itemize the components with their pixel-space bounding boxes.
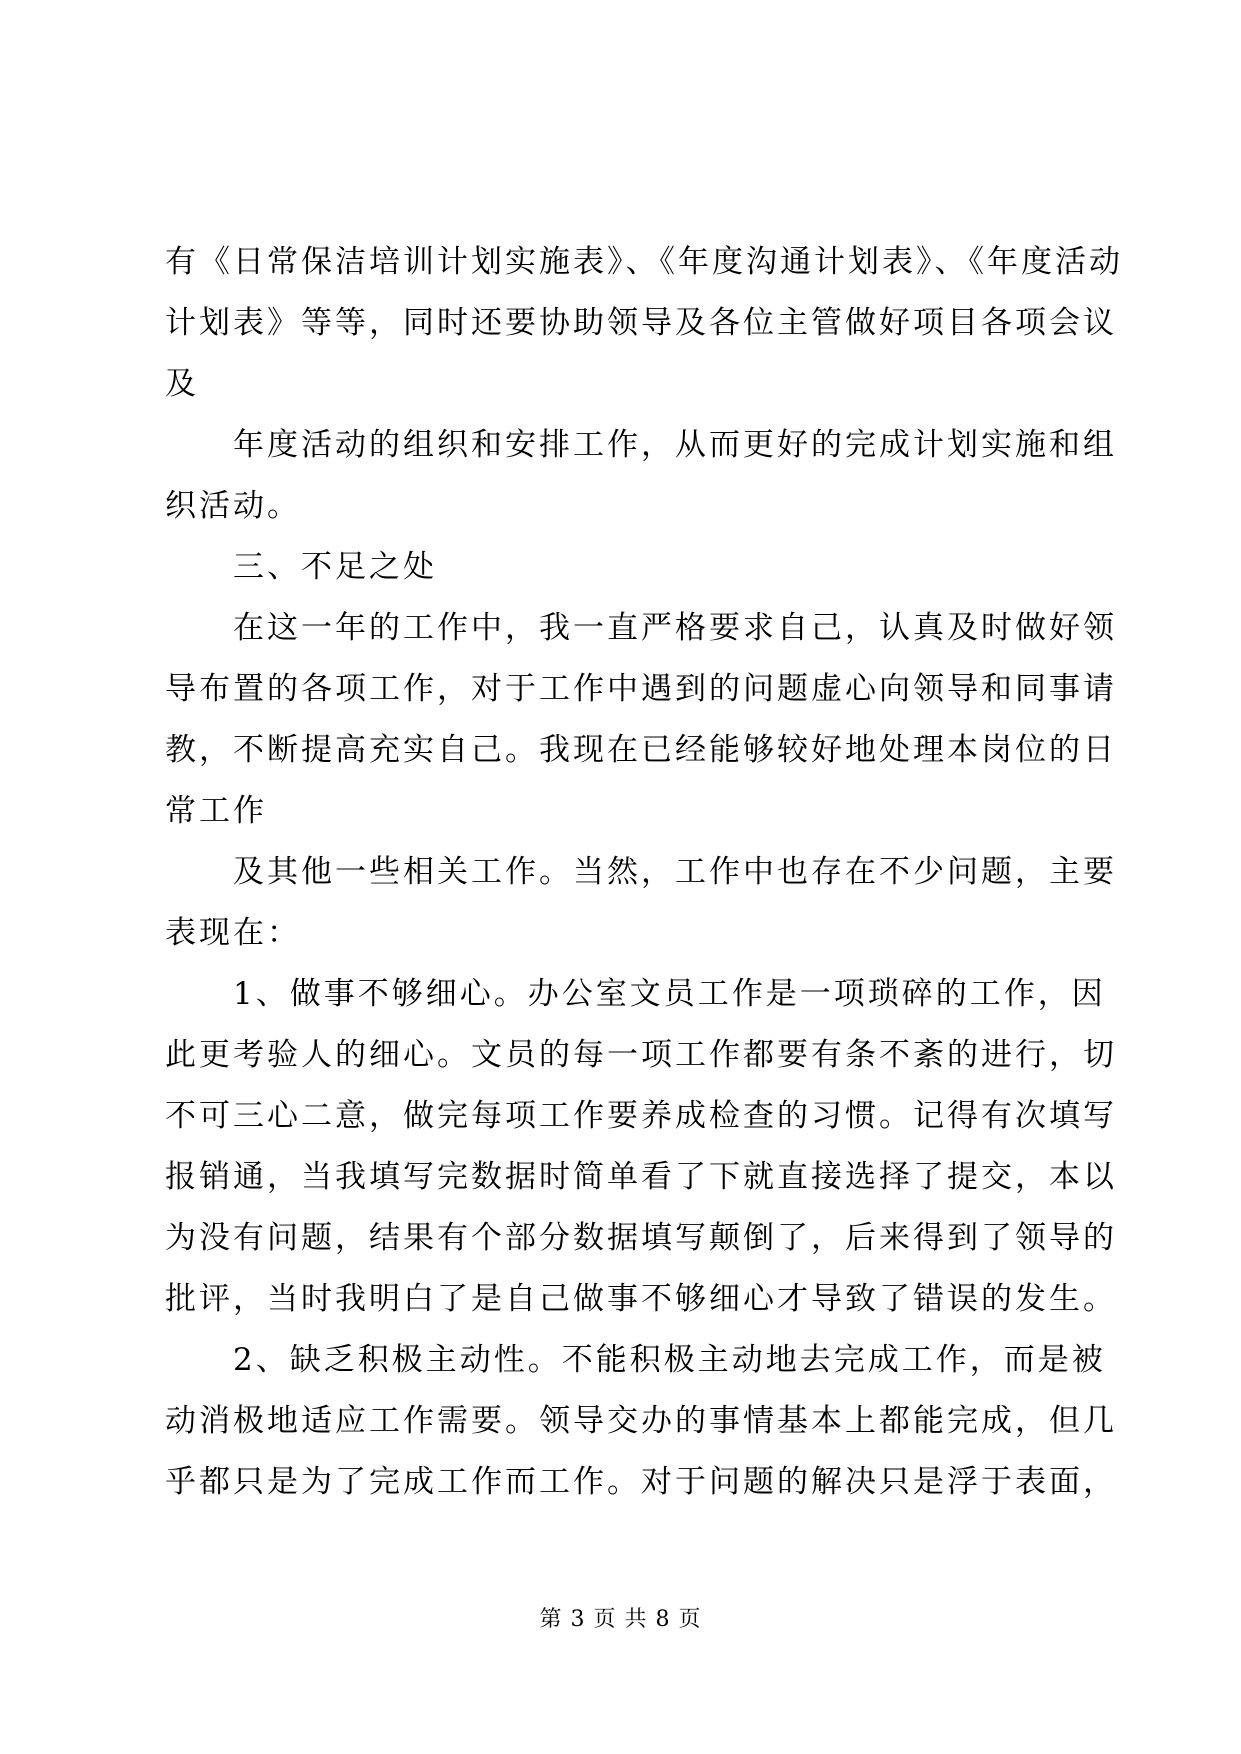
text-line: 及 xyxy=(165,366,199,402)
text-line: 有《日常保洁培训计划实施表》、《年度沟通计划表》、《年度活动 xyxy=(165,244,1123,280)
text-line: 不可三心二意，做完每项工作要养成检查的习惯。记得有次填写 xyxy=(165,1098,1117,1134)
section-heading: 三、不足之处 xyxy=(165,549,437,585)
text-line: 年度活动的组织和安排工作，从而更好的完成计划实施和组 xyxy=(165,427,1117,463)
text-line: 及其他一些相关工作。当然，工作中也存在不少问题，主要 xyxy=(165,854,1117,890)
text-line: 乎都只是为了完成工作而工作。对于问题的解决只是浮于表面， xyxy=(165,1464,1117,1500)
text-line: 报销通，当我填写完数据时简单看了下就直接选择了提交，本以 xyxy=(165,1159,1117,1195)
text-line: 计划表》等等，同时还要协助领导及各位主管做好项目各项会议 xyxy=(165,305,1117,341)
text-line: 动消极地适应工作需要。领导交办的事情基本上都能完成，但几 xyxy=(165,1403,1117,1439)
text-line: 导布置的各项工作，对于工作中遇到的问题虚心向领导和同事请 xyxy=(165,671,1117,707)
text-line: 织活动。 xyxy=(165,488,301,524)
text-line: 1、做事不够细心。办公室文员工作是一项琐碎的工作，因 xyxy=(165,976,1106,1012)
text-line: 表现在： xyxy=(165,915,301,951)
text-line: 2、缺乏积极主动性。不能积极主动地去完成工作，而是被 xyxy=(165,1342,1106,1378)
text-line: 教，不断提高充实自己。我现在已经能够较好地处理本岗位的日 xyxy=(165,732,1117,768)
text-line: 此更考验人的细心。文员的每一项工作都要有条不紊的进行，切 xyxy=(165,1037,1117,1073)
page-footer: 第 3 页 共 8 页 xyxy=(539,1607,702,1632)
text-line: 常工作 xyxy=(165,793,267,829)
text-line: 批评，当时我明白了是自己做事不够细心才导致了错误的发生。 xyxy=(165,1281,1117,1317)
body-text xyxy=(165,232,1123,1513)
text-line: 为没有问题，结果有个部分数据填写颠倒了，后来得到了领导的 xyxy=(165,1220,1117,1256)
text-line: 在这一年的工作中，我一直严格要求自己，认真及时做好领 xyxy=(165,610,1117,646)
